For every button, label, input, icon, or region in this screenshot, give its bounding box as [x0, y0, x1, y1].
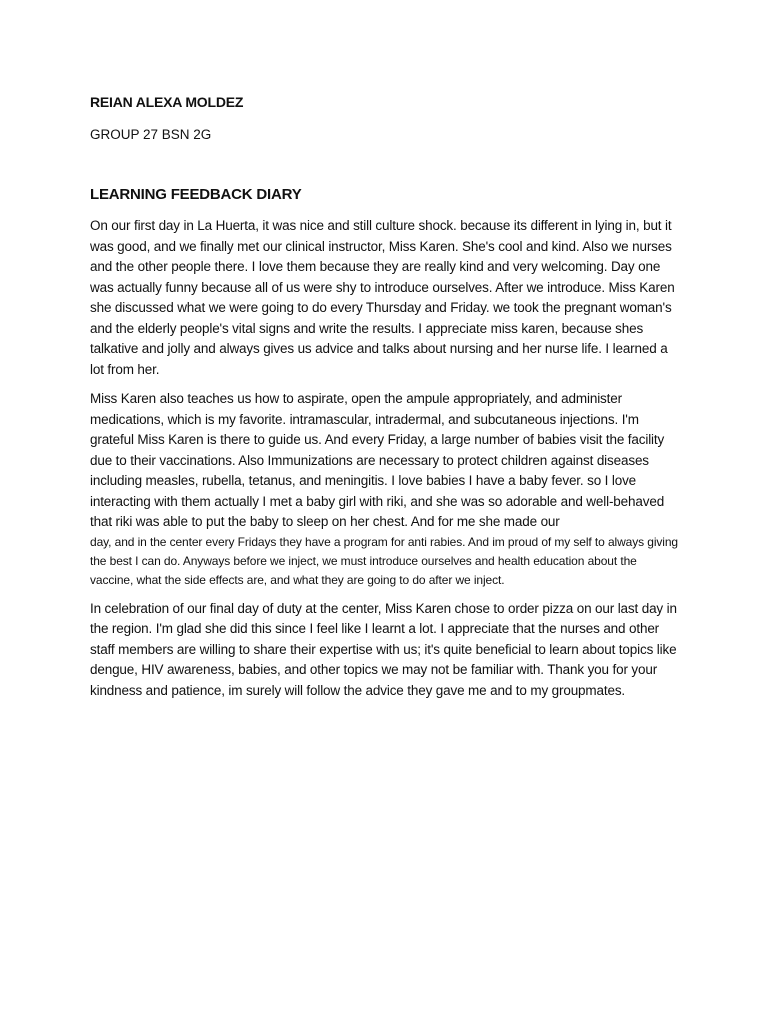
author-name: REIAN ALEXA MOLDEZ — [90, 94, 244, 110]
paragraph-first-day: On our first day in La Huerta, it was nice and still culture shock. because its different in lying in, but it was good, and we finally met our clinical instructor, Miss Karen. She's cool and kind. Also we nurses and the other people there. I love them because they are really kind and very welcoming. Day one was actually funny because all of us were shy to introduce ourselves. After we introduce. Miss Karen she discussed what we were going to do every Thursday and Friday. we took the pregnant woman's and the elderly people's vital signs and write the results. I appreciate miss karen, because shes talkative and jolly and always gives us advice and talks about nursing and her nurse life. I learned a lot from her. — [90, 218, 675, 377]
paragraph-injections — [90, 389, 680, 590]
group-label: GROUP 27 BSN 2G — [90, 127, 212, 142]
paragraph-injections-main: Miss Karen also teaches us how to aspirate, open the ampule appropriately, and administer medications, which is my favorite. intramascular, intradermal, and subcutaneous injections. I'm grateful Miss Karen is there to guide us. And every Friday, a large number of babies visit the facility due to their vaccinations. Also Immunizations are necessary to protect children against diseases including measles, rubella, tetanus, and meningitis. I love babies I have a baby fever. so I love interacting with them actually I met a baby girl with riki, and she was so adorable and well-behaved that riki was able to put the baby to sleep on her chest. And for me she made our — [90, 391, 665, 529]
document-body — [90, 92, 680, 701]
paragraph-injections-tail: day, and in the center every Fridays they have a program for anti rabies. And im proud of my self to always giving the best I can do. Anyways before we inject, we must introduce ourselves and health education about the vaccine, what the side effects are, and what they are going to do after we inject. — [90, 534, 679, 587]
diary-title: LEARNING FEEDBACK DIARY — [90, 186, 302, 203]
paragraph-final-day: In celebration of our final day of duty at the center, Miss Karen chose to order pizza on our last day in the region. I'm glad she did this since I feel like I learnt a lot. I appreciate that the nurses and other staff members are willing to share their expertise with us; it's quite beneficial to learn about topics like dengue, HIV awareness, babies, and other topics we may not be familiar with. Thank you for your kindness and patience, im surely will follow the advice they gave me and to my groupmates. — [90, 600, 677, 698]
